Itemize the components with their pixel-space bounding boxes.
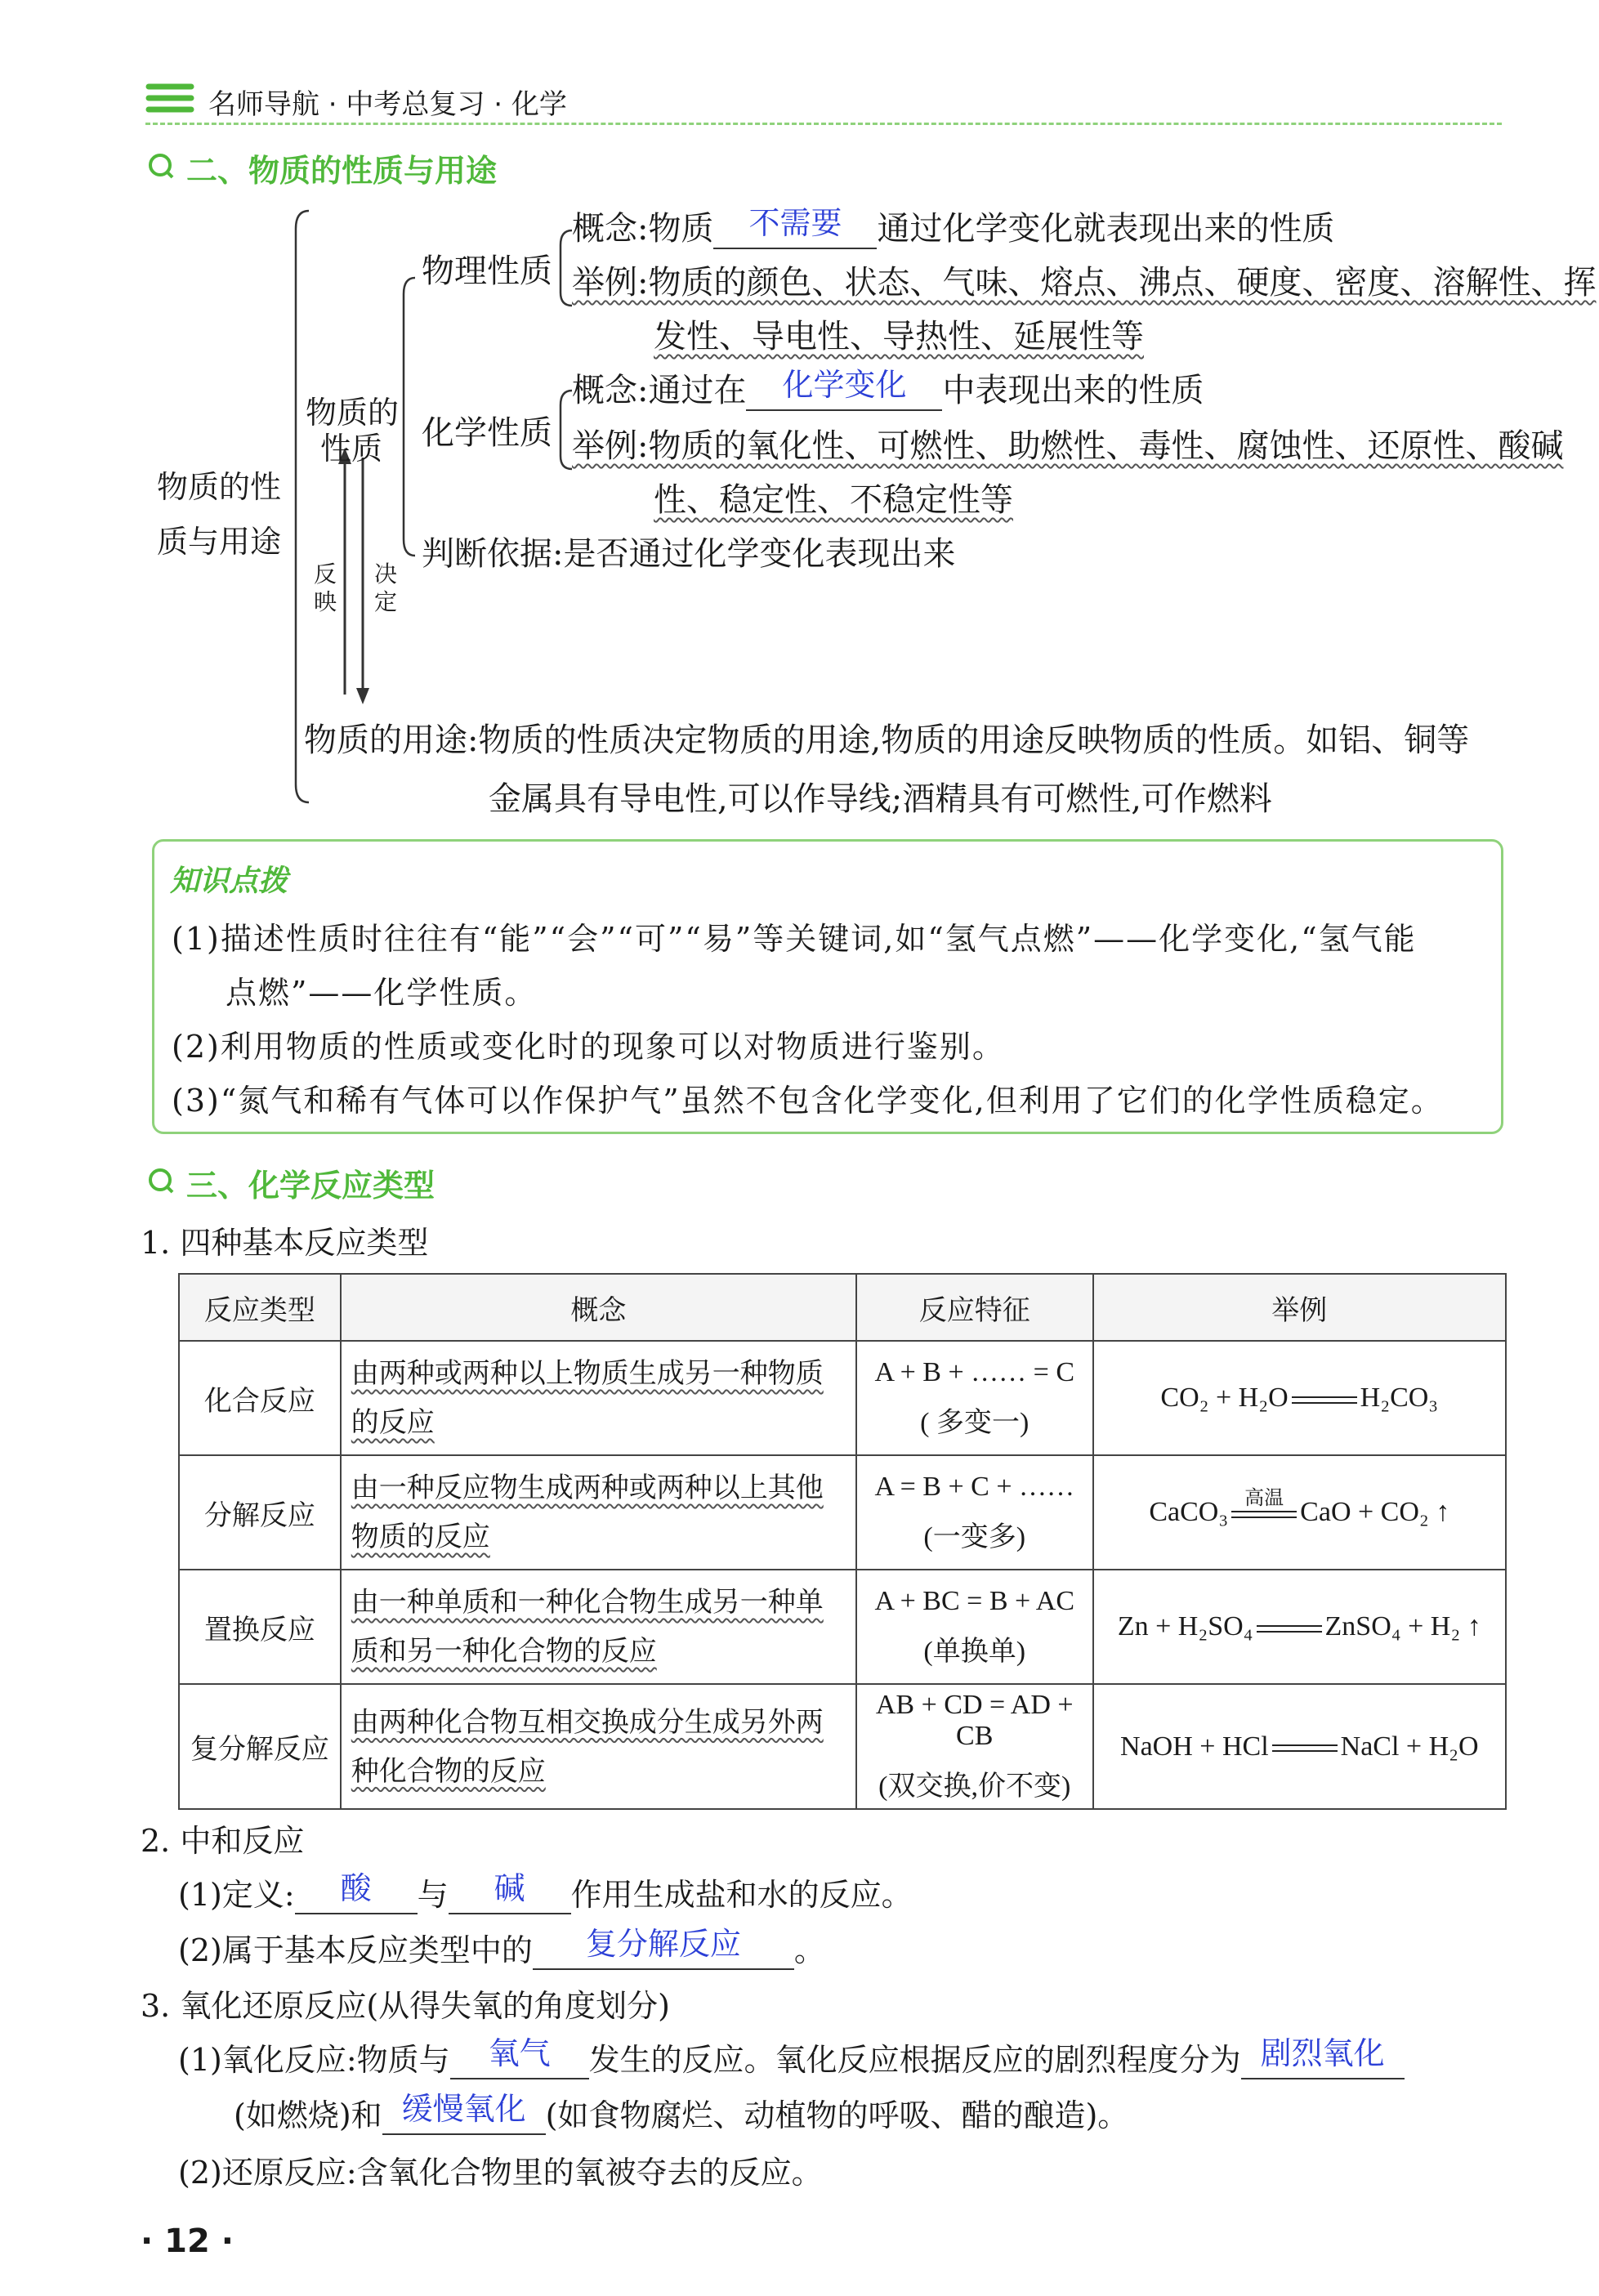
tips-item3: (3)“氮气和稀有气体可以作保护气”虽然不包含化学变化,但利用了它们的化学性质稳定。 <box>172 1083 1444 1119</box>
root-label-line2: 质与用途 <box>157 524 282 560</box>
table-header-row <box>179 1274 1506 1341</box>
chemical-example-line2: 性、稳定性、不稳定性等 <box>654 481 1013 519</box>
judge-criterion: 判断依据:是否通过化学变化表现出来 <box>422 535 956 573</box>
handwritten-answer: 碱 <box>494 1870 525 1906</box>
arrow-label-fanying: 反映 <box>314 561 337 615</box>
tips-item1-line1: (1)描述性质时往往有“能”“会”“可”“易”等关键词,如“氢气点燃”——化学变化,“氢气能 <box>172 921 1417 957</box>
section3-sub1: 1. 四种基本反应类型 <box>141 1225 429 1261</box>
reaction-types-table <box>178 1273 1507 1810</box>
chemical-example-line1: 举例:物质的氧化性、可燃性、助燃性、毒性、腐蚀性、还原性、酸碱 <box>572 427 1564 465</box>
arrow-label-jueding: 决定 <box>374 561 398 615</box>
chemical-label: 化学性质 <box>422 414 552 452</box>
table-row <box>179 1341 1506 1455</box>
reaction-type: 分解反应 <box>179 1455 341 1570</box>
section3-sub3: 3. 氧化还原反应(从得失氧的角度划分) <box>141 1988 670 2024</box>
page-number: · 12 · <box>141 2222 234 2260</box>
reaction-feature: A = B + C + …… (一变多) <box>856 1455 1093 1570</box>
physical-label: 物理性质 <box>422 252 552 290</box>
usage-line1: 物质的用途:物质的性质决定物质的用途,物质的用途反映物质的性质。如铝、铜等 <box>304 721 1470 759</box>
handwritten-answer: 缓慢氧化 <box>401 2091 526 2127</box>
section2-title: 二、物质的性质与用途 <box>186 153 498 189</box>
reaction-type: 化合反应 <box>179 1341 341 1455</box>
neutralization-type: (2)属于基本反应类型中的 复分解反应 。 <box>178 1925 825 1970</box>
oxidation-line2: (如燃烧)和 缓慢氧化 (如食物腐烂、动植物的呼吸、醋的酿造)。 <box>234 2090 1128 2135</box>
reaction-concept: 由一种反应物生成两种或两种以上其他物质的反应 <box>341 1455 856 1570</box>
header-title: 名师导航 · 中考总复习 · 化学 <box>208 88 567 121</box>
tips-item1-line2: 点燃”——化学性质。 <box>226 975 538 1011</box>
props-label-line2: 性质 <box>320 431 383 467</box>
usage-line2: 金属具有导电性,可以作导线;酒精具有可燃性,可作燃料 <box>489 780 1272 818</box>
reaction-type: 置换反应 <box>179 1570 341 1684</box>
reduction-definition: (2)还原反应:含氧化合物里的氧被夺去的反应。 <box>178 2155 823 2191</box>
oxidation-line1: (1)氧化反应:物质与 氧气 发生的反应。氧化反应根据反应的剧烈程度分为 剧烈氧化 <box>178 2035 1405 2079</box>
reaction-concept: 由一种单质和一种化合物生成另一种单质和另一种化合物的反应 <box>341 1570 856 1684</box>
chemical-concept: 概念:通过在 化学变化 中表现出来的性质 <box>572 364 1204 411</box>
props-label-line1: 物质的 <box>306 395 400 431</box>
section3-sub2: 2. 中和反应 <box>141 1823 305 1859</box>
tips-item2: (2)利用物质的性质或变化时的现象可以对物质进行鉴别。 <box>172 1029 1005 1065</box>
reaction-type: 复分解反应 <box>179 1684 341 1809</box>
reaction-concept: 由两种化合物互相交换成分生成另外两种化合物的反应 <box>341 1684 856 1809</box>
handwritten-answer: 酸 <box>340 1870 372 1906</box>
reaction-feature: AB + CD = AD + CB (双交换,价不变) <box>856 1684 1093 1809</box>
reaction-example: Zn + H₂SO₄ ZnSO₄ + H₂ ↑ <box>1093 1570 1506 1684</box>
section-bullet-icon <box>147 1167 175 1195</box>
table-row <box>179 1570 1506 1684</box>
handwritten-answer: 复分解反应 <box>585 1926 741 1962</box>
physical-example-line1: 举例:物质的颜色、状态、气味、熔点、沸点、硬度、密度、溶解性、挥 <box>572 264 1597 302</box>
table-header: 概念 <box>341 1274 856 1341</box>
reaction-feature: A + B + …… = C ( 多变一) <box>856 1341 1093 1455</box>
reaction-example: NaOH + HCl NaCl + H₂O <box>1093 1684 1506 1809</box>
handwritten-answer: 氧气 <box>488 2035 551 2071</box>
reaction-condition: 高温 <box>1244 1487 1284 1509</box>
section3-title: 三、化学反应类型 <box>186 1168 435 1204</box>
physical-concept: 概念:物质 不需要 通过化学变化就表现出来的性质 <box>572 203 1334 249</box>
root-label-line1: 物质的性 <box>157 469 282 505</box>
table-header: 反应特征 <box>856 1274 1093 1341</box>
tips-title: 知识点拨 <box>170 864 288 898</box>
table-row <box>179 1684 1506 1809</box>
handwritten-answer: 化学变化 <box>782 367 907 403</box>
neutralization-definition: (1)定义: 酸 与 碱 作用生成盐和水的反应。 <box>178 1869 913 1914</box>
table-row <box>179 1455 1506 1570</box>
reaction-concept: 由两种或两种以上物质生成另一种物质的反应 <box>341 1341 856 1455</box>
handwritten-answer: 剧烈氧化 <box>1260 2035 1385 2071</box>
table-header: 举例 <box>1093 1274 1506 1341</box>
handwritten-answer: 不需要 <box>748 205 842 241</box>
reaction-example: CaCO₃ 高温 CaO + CO₂ ↑ <box>1093 1455 1506 1570</box>
reaction-example: CO₂ + H₂O H₂CO₃ <box>1093 1341 1506 1455</box>
reaction-feature: A + BC = B + AC (单换单) <box>856 1570 1093 1684</box>
physical-example-line2: 发性、导电性、导热性、延展性等 <box>654 318 1144 355</box>
table-header: 反应类型 <box>179 1274 341 1341</box>
